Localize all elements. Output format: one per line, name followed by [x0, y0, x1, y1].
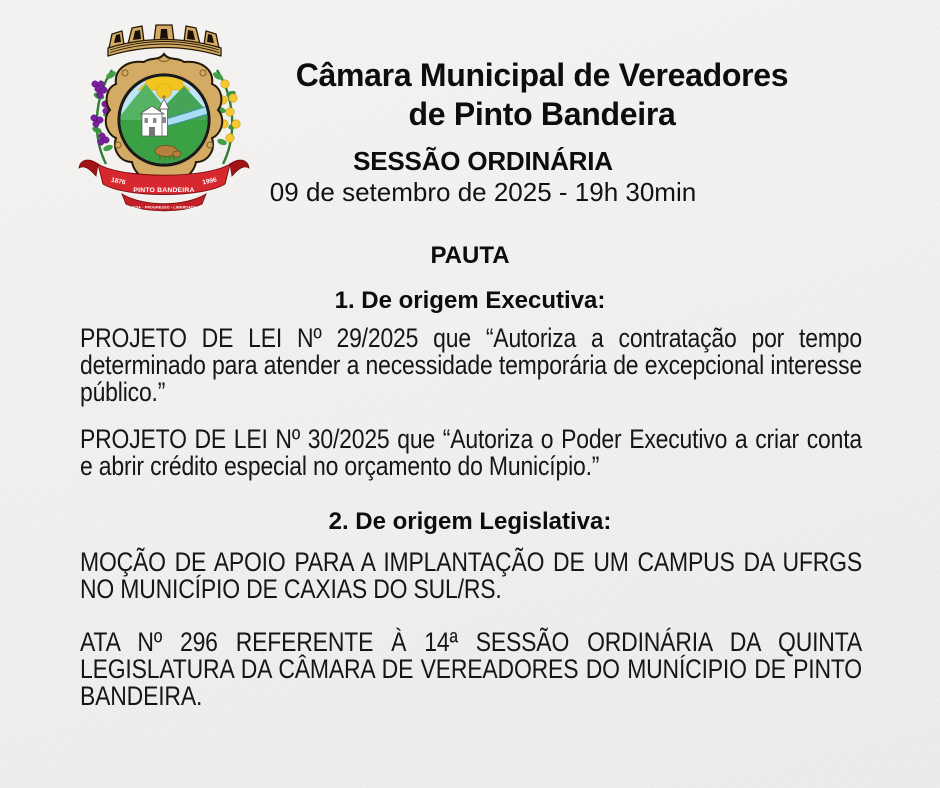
section-title-executiva: 1. De origem Executiva: — [334, 287, 606, 314]
session-datetime: 09 de setembro de 2025 - 19h 30min — [269, 177, 697, 207]
agenda-item-mocao: MOÇÃO DE APOIO PARA A IMPLANTAÇÃO DE UM CAMPUS DA UFRGS NO MUNICÍPIO DE CAXIAS DO SUL/RS. — [80, 547, 862, 604]
agenda-item-projeto-30: PROJETO DE LEI Nº 30/2025 que “Autoriza o Poder Executivo a criar conta e abrir crédito especial no orçamento do Município.” — [80, 424, 862, 481]
org-title-line1: Câmara Municipal de Vereadores — [295, 57, 789, 93]
agenda-item-projeto-29: PROJETO DE LEI Nº 29/2025 que “Autoriza a contratação por tempo determinado para atender a necessidade temporária de excepcional interesse público.” — [80, 323, 862, 407]
section-title-legislativa: 2. De origem Legislativa: — [328, 508, 612, 535]
session-title: SESSÃO ORDINÁRIA — [353, 146, 613, 176]
org-title — [238, 56, 846, 134]
ribbon-motto: VIDA - PROGRESSO - LIBERDADE — [131, 205, 197, 210]
ribbon-name: PINTO BANDEIRA — [133, 187, 195, 194]
ribbon-year-left: 1876 — [110, 176, 127, 187]
mural-crown-icon — [108, 25, 221, 56]
ribbon-year-right: 1996 — [201, 176, 218, 187]
agenda-item-ata-296: ATA Nº 296 REFERENTE À 14ª SESSÃO ORDINÁRIA DA QUINTA LEGISLATURA DA CÂMARA DE VEREADORES DO MUNÍCIPIO DE PINTO BANDEIRA. — [80, 627, 862, 711]
agenda-heading: PAUTA — [430, 242, 510, 269]
org-title-line2: de Pinto Bandeira — [408, 96, 676, 132]
agenda — [0, 228, 940, 710]
header — [0, 0, 940, 228]
